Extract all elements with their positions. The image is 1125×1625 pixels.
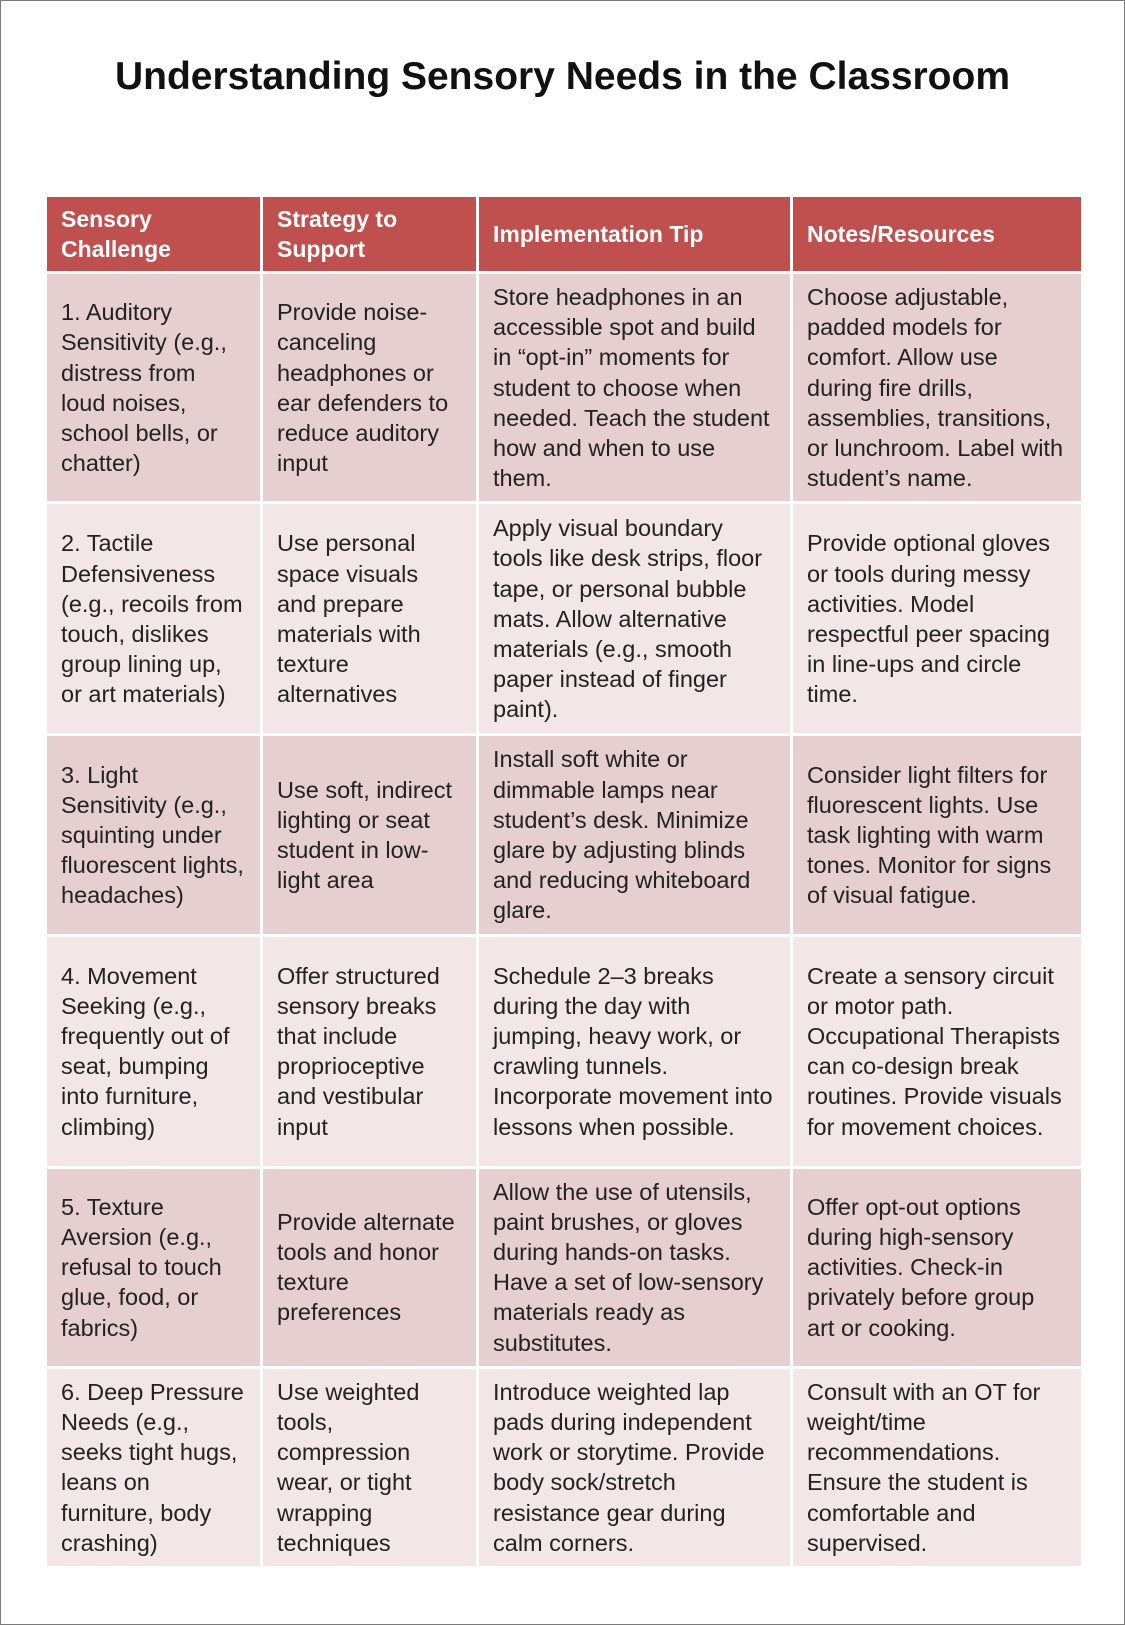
tip-cell: Schedule 2–3 breaks during the day with jumping, heavy work, or crawling tunnels. Incorporate movement into lessons when possible. [478, 935, 792, 1167]
strategy-cell: Provide noise-canceling headphones or ear defenders to reduce auditory input [262, 273, 478, 503]
strategy-cell: Provide alternate tools and honor texture preferences [262, 1167, 478, 1367]
tip-cell: Install soft white or dimmable lamps near student’s desk. Minimize glare by adjusting blinds and reducing whiteboard glare. [478, 735, 792, 935]
challenge-cell: 3. Light Sensitivity (e.g., squinting under fluorescent lights, headaches) [46, 735, 262, 935]
table-row-deep-pressure [46, 1367, 1083, 1567]
page-title [0, 52, 1125, 102]
table-row-light [46, 735, 1083, 935]
notes-cell: Consider light filters for fluorescent lights. Use task lighting with warm tones. Monitor for signs of visual fatigue. [792, 735, 1083, 935]
tip-cell: Allow the use of utensils, paint brushes, or gloves during hands-on tasks. Have a set of low-sensory materials ready as substitutes. [478, 1167, 792, 1367]
header-strategy-to-support: Strategy to Support [262, 196, 478, 273]
table-row-texture [46, 1167, 1083, 1367]
sensory-needs-table [44, 194, 1084, 1569]
title-text: Understanding Sensory Needs in the Classroom [114, 55, 1011, 98]
challenge-cell: 5. Texture Aversion (e.g., refusal to touch glue, food, or fabrics) [46, 1167, 262, 1367]
notes-cell: Provide optional gloves or tools during messy activities. Model respectful peer spacing in line-ups and circle time. [792, 503, 1083, 735]
strategy-cell: Use soft, indirect lighting or seat student in low-light area [262, 735, 478, 935]
header-row [46, 196, 1083, 273]
challenge-cell: 1. Auditory Sensitivity (e.g., distress from loud noises, school bells, or chatter) [46, 273, 262, 503]
tip-cell: Introduce weighted lap pads during independent work or storytime. Provide body sock/stretch resistance gear during calm corners. [478, 1367, 792, 1567]
table-row-auditory [46, 273, 1083, 503]
notes-cell: Create a sensory circuit or motor path. Occupational Therapists can co-design break routines. Provide visuals for movement choices. [792, 935, 1083, 1167]
strategy-cell: Offer structured sensory breaks that include proprioceptive and vestibular input [262, 935, 478, 1167]
sensory-table-container [44, 194, 1081, 1569]
table-row-tactile [46, 503, 1083, 735]
strategy-cell: Use personal space visuals and prepare materials with texture alternatives [262, 503, 478, 735]
strategy-cell: Use weighted tools, compression wear, or tight wrapping techniques [262, 1367, 478, 1567]
challenge-cell: 2. Tactile Defensiveness (e.g., recoils from touch, dislikes group lining up, or art materials) [46, 503, 262, 735]
notes-cell: Consult with an OT for weight/time recommendations. Ensure the student is comfortable and supervised. [792, 1367, 1083, 1567]
tip-cell: Store headphones in an accessible spot and build in “opt-in” moments for student to choose when needed. Teach the student how and when to use them. [478, 273, 792, 503]
header-implementation-tip: Implementation Tip [478, 196, 792, 273]
tip-cell: Apply visual boundary tools like desk strips, floor tape, or personal bubble mats. Allow alternative materials (e.g., smooth paper instead of finger paint). [478, 503, 792, 735]
header-notes-resources: Notes/Resources [792, 196, 1083, 273]
challenge-cell: 6. Deep Pressure Needs (e.g., seeks tight hugs, leans on furniture, body crashing) [46, 1367, 262, 1567]
notes-cell: Offer opt-out options during high-sensory activities. Check-in privately before group art or cooking. [792, 1167, 1083, 1367]
table-row-movement [46, 935, 1083, 1167]
challenge-cell: 4. Movement Seeking (e.g., frequently out of seat, bumping into furniture, climbing) [46, 935, 262, 1167]
header-sensory-challenge: Sensory Challenge [46, 196, 262, 273]
notes-cell: Choose adjustable, padded models for comfort. Allow use during fire drills, assemblies, transitions, or lunchroom. Label with student’s name. [792, 273, 1083, 503]
